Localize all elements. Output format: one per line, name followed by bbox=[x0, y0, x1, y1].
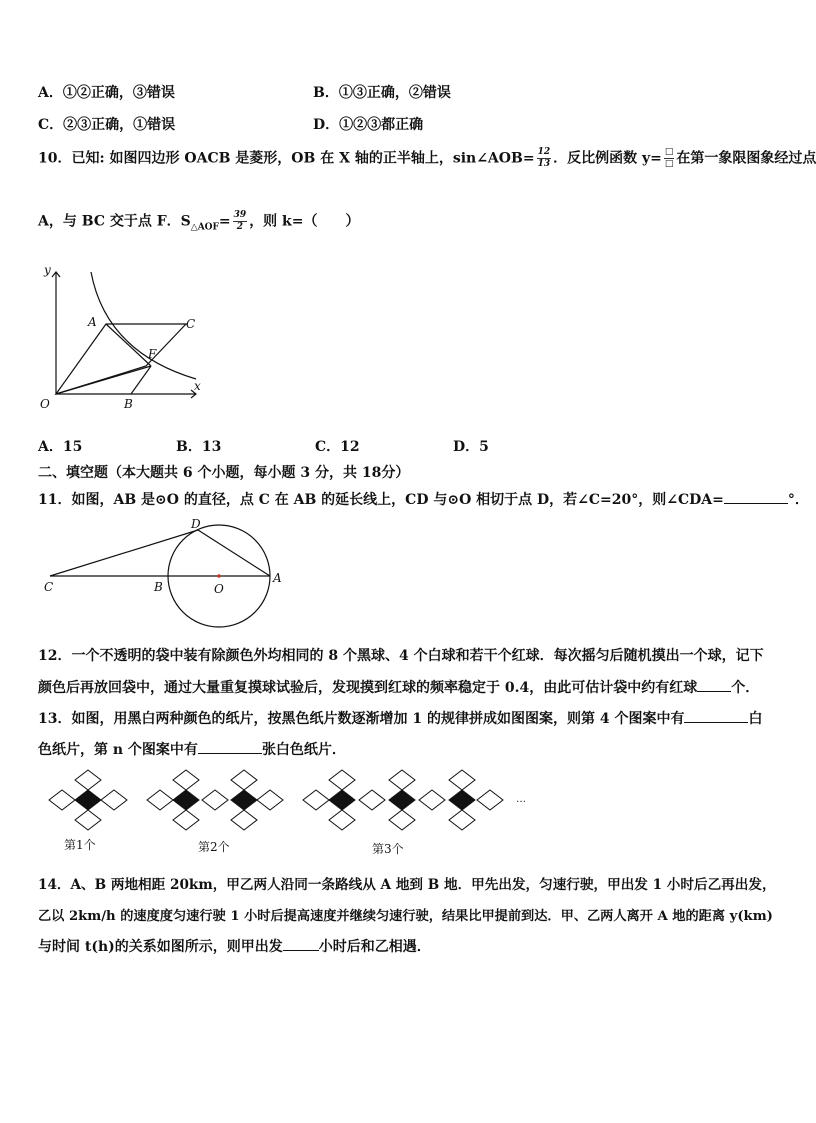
q13-pattern-3 bbox=[303, 770, 503, 830]
q10-text-line2-part2: ，则 k=（ ） bbox=[249, 213, 360, 230]
q11-label-c: C bbox=[44, 580, 54, 594]
q12-answer-blank[interactable] bbox=[697, 679, 731, 692]
q10-area-den: 2 bbox=[236, 222, 244, 232]
q14-line3 bbox=[38, 936, 431, 956]
q13-line2-text: 色纸片，第 n 个图案中有 bbox=[38, 742, 198, 758]
q10-stem-line2 bbox=[38, 210, 360, 233]
section2-heading: 二、填空题（本大题共 6 个小题，每小题 3 分，共 18分） bbox=[38, 465, 410, 481]
q10-figure bbox=[36, 262, 206, 412]
q11-text: 11．如图，AB 是⊙O 的直径，点 C 在 AB 的延长线上，CD 与⊙O 相切于点 D，若∠C=20°，则∠CDA= bbox=[38, 492, 724, 508]
q10-text-part3: 在第一象限图象经过点 bbox=[676, 150, 816, 167]
q10-sin-fraction bbox=[537, 147, 552, 170]
q13-caption-2: 第2个 bbox=[198, 840, 230, 854]
q13-ellipsis: … bbox=[516, 794, 526, 805]
q10-label-f: F bbox=[148, 347, 157, 361]
q14-line2: 乙以 2km/h 的速度度匀速行驶 1 小时后提高速度并继续匀速行驶，结果比甲提前到达．甲、乙两人离开 A 地的距离 y(km) bbox=[38, 909, 773, 924]
q11-center-dot bbox=[217, 574, 221, 578]
q11-label-d: D bbox=[191, 517, 201, 531]
q9-option-c: C．②③正确，①错误 bbox=[38, 117, 176, 133]
q11-answer-blank[interactable] bbox=[724, 491, 788, 504]
q12-line2-text: 颜色后再放回袋中，通过大量重复摸球试验后，发现摸到红球的频率稳定于 0.4，由此可估计袋中约有红球 bbox=[38, 680, 698, 696]
q10-func-den: □ bbox=[664, 159, 674, 169]
q13-line2 bbox=[38, 739, 346, 759]
q11-label-a: A bbox=[273, 571, 282, 585]
q13-figure bbox=[38, 768, 538, 838]
q10-label-a: A bbox=[88, 315, 97, 329]
q11-label-o: O bbox=[214, 582, 224, 596]
q12-line2 bbox=[38, 677, 759, 697]
q10-sin-num: 12 bbox=[537, 147, 551, 157]
q12-line1: 12．一个不透明的袋中装有除颜色外均相同的 8 个黑球、4 个白球和若干个红球．每次摇匀后随机摸出一个球，记下 bbox=[38, 648, 764, 664]
q10-text-line2-eq: = bbox=[218, 213, 231, 230]
q10-area-fraction bbox=[233, 210, 248, 233]
q12-line2-end: 个． bbox=[731, 680, 760, 696]
q10-area-num: 39 bbox=[233, 210, 247, 220]
q9-option-b: B．①③正确，②错误 bbox=[313, 85, 451, 101]
q10-option-d: D．5 bbox=[453, 439, 489, 455]
q14-line1: 14．A、B 两地相距 20km，甲乙两人沿同一条路线从 A 地到 B 地．甲先出发，匀速行驶，甲出发 1 小时后乙再出发， bbox=[38, 877, 776, 893]
q13-line1-end: 白 bbox=[748, 711, 763, 727]
q14-line3-text: 与时间 t(h)的关系如图所示，则甲出发 bbox=[38, 939, 283, 955]
q10-label-c: C bbox=[186, 317, 196, 331]
q11-chord-da bbox=[198, 530, 270, 576]
q10-label-x: x bbox=[194, 379, 201, 393]
q10-func-num: □ bbox=[664, 147, 674, 157]
q9-option-a: A．①②正确，③错误 bbox=[38, 85, 175, 101]
q13-caption-1: 第1个 bbox=[64, 838, 96, 852]
q10-area-subscript: △AOF bbox=[190, 222, 219, 233]
q10-text-line2-part1: A，与 BC 交于点 F．S bbox=[38, 213, 191, 230]
q13-answer-blank-2[interactable] bbox=[198, 741, 262, 754]
q11-figure bbox=[40, 512, 290, 598]
q13-pattern-2 bbox=[147, 770, 283, 830]
q10-option-c: C．12 bbox=[315, 439, 360, 455]
q10-option-a: A．15 bbox=[38, 439, 83, 455]
q11-label-b: B bbox=[154, 580, 163, 594]
q10-line-af bbox=[106, 324, 151, 366]
q13-line1-text: 13．如图，用黑白两种颜色的纸片，按黑色纸片数逐渐增加 1 的规律拼成如图图案，则第 4 个图案中有 bbox=[38, 711, 685, 727]
q13-line2-end: 张白色纸片． bbox=[261, 742, 346, 758]
q13-line1 bbox=[38, 708, 762, 728]
q10-label-o: O bbox=[40, 397, 50, 411]
q10-line-of bbox=[56, 366, 151, 394]
q14-line3-end: 小时后和乙相遇． bbox=[318, 939, 431, 955]
q10-text-part2: ．反比例函数 y= bbox=[553, 150, 662, 167]
q10-label-y: y bbox=[44, 263, 51, 277]
q11-tangent-cd bbox=[50, 530, 198, 576]
q10-stem-line1 bbox=[38, 147, 816, 170]
q13-pattern-1 bbox=[49, 770, 127, 830]
q10-option-b: B．13 bbox=[176, 439, 222, 455]
q9-option-d: D．①②③都正确 bbox=[313, 117, 424, 133]
q11-end: °． bbox=[787, 492, 809, 508]
q10-sin-den: 13 bbox=[537, 159, 551, 169]
q13-answer-blank-1[interactable] bbox=[684, 710, 748, 723]
q13-caption-3: 第3个 bbox=[372, 842, 404, 856]
q10-text-part1: 10．已知: 如图四边形 OACB 是菱形，OB 在 X 轴的正半轴上，sin∠AOB= bbox=[38, 150, 535, 167]
q10-label-b: B bbox=[124, 397, 133, 411]
q10-func-fraction bbox=[664, 147, 675, 170]
q11-stem bbox=[38, 489, 809, 509]
q14-answer-blank[interactable] bbox=[283, 938, 319, 951]
